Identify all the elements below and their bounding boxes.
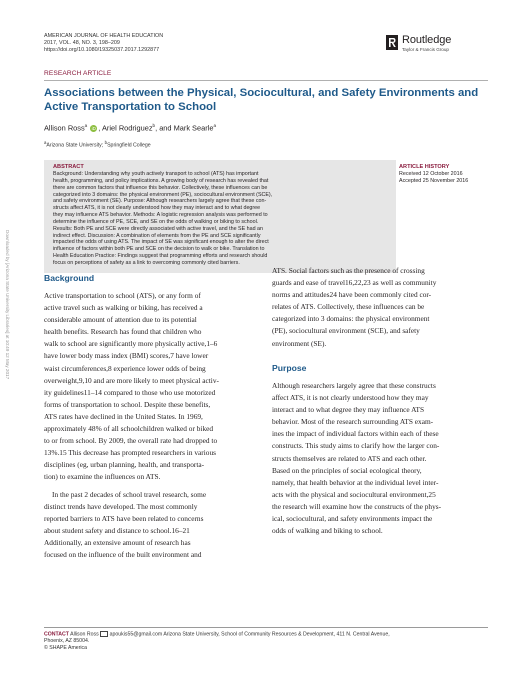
abstract-line: and safety environment (SE). Purpose: Although researchers largely agree that these con- <box>53 198 267 205</box>
title-line: Associations between the Physical, Sociocultural, and Safety Environments and <box>44 87 479 99</box>
text-line: ATS. Social factors such as the presence of crossing <box>272 266 425 275</box>
text-line: (PE), sociocultural environment (SCE), and safety <box>272 326 420 336</box>
text-line: acts with the physical and sociocultural environment,25 <box>272 489 436 499</box>
text-line: reported barriers to ATS have been related to concerns <box>44 514 204 524</box>
title-line: Active Transportation to School <box>44 101 217 113</box>
affiliation-marker: b <box>152 123 156 128</box>
text-line: In the past 2 decades of school travel research, some <box>52 490 207 499</box>
abstract-line: Health Education Practice: Findings suggest that programming efforts and research should <box>53 253 268 260</box>
right-column-paragraph <box>272 265 488 350</box>
text-line: overweight,9,10 and are more likely to meet physical activ- <box>44 375 219 385</box>
article-type: RESEARCH ARTICLE <box>44 70 112 77</box>
abstract-line: focus on perceptions of safety as a link to overcoming commonly cited barriers. <box>53 259 240 266</box>
contact-address: Arizona State University, School of Community Resources & Development, 411 N. Central Avenue, <box>163 631 390 638</box>
text-line: health benefits. Research has found that children who <box>44 327 202 337</box>
text-line: namely, that health behavior at the individual level inter- <box>272 477 439 487</box>
publisher-logo <box>386 33 496 57</box>
text-line: to or from school. By 2009, the overall rate had dropped to <box>44 436 218 446</box>
text-line: ines the impact of individual factors within each of these <box>272 429 439 439</box>
text-line: Based on the principles of social ecological theory, <box>272 465 422 475</box>
section-heading-purpose: Purpose <box>272 363 307 373</box>
text-line: have lower body mass index (BMI) scores,7 have lower <box>44 351 209 361</box>
text-line: environment (SE). <box>272 338 327 348</box>
text-line: ity guidelines11–14 compared to those who use motorized <box>44 387 216 397</box>
text-line: distinct trends have developed. The most commonly <box>44 502 198 512</box>
author-name[interactable]: , Ariel Rodriguez <box>98 123 153 133</box>
background-paragraph-2 <box>44 489 259 562</box>
text-line: Although researchers largely agree that these constructs <box>272 381 436 390</box>
article-history <box>399 171 468 185</box>
text-line: structs themselves are related to ATS and each other. <box>272 453 427 463</box>
download-watermark: Downloaded by [Arizona State University Libraries] at 10:49 12 May 2017 <box>5 230 10 380</box>
text-line: waist circumferences,8 experience lower odds of being <box>44 363 206 373</box>
abstract-line: determine the influence of PE, SCE, and SE on the odds of walking or biking to school. <box>53 218 259 225</box>
accepted-date: Accepted 25 November 2016 <box>399 177 469 184</box>
affiliation-name: Springfield College <box>107 142 151 149</box>
text-line: Active transportation to school (ATS), or any form of <box>44 291 201 300</box>
footer-divider <box>44 627 488 628</box>
orcid-icon[interactable]: iD <box>91 126 96 132</box>
text-line: norms and attitudes24 have been commonly cited cor- <box>272 290 432 300</box>
text-line: 13%.15 This decrease has prompted researchers in various <box>44 448 216 458</box>
contact-address-line2: Phoenix, AZ 85004. <box>44 638 90 645</box>
journal-doi[interactable]: https://doi.org/10.1080/19325037.2017.1292877 <box>44 47 160 54</box>
text-line: constructs. This study aims to clarify how the larger con- <box>272 441 440 451</box>
abstract-line: health, programming, and policy implications. A growing body of research has revealed that <box>53 177 269 184</box>
abstract-heading: ABSTRACT <box>53 164 84 170</box>
journal-name: AMERICAN JOURNAL OF HEALTH EDUCATION <box>44 33 164 39</box>
text-line: disciplines (eg, urban planning, health, and transporta- <box>44 460 205 470</box>
affiliation-marker: b <box>104 140 108 145</box>
author-name[interactable]: Allison Ross <box>44 123 85 133</box>
publisher-group: Taylor & Francis Group <box>402 47 449 52</box>
contact-email[interactable]: apoukis55@gmail.com <box>109 631 163 638</box>
email-icon <box>100 631 108 637</box>
contact-name: Allison Ross <box>70 631 99 638</box>
text-line: about student safety and distance to school.16–21 <box>44 526 190 536</box>
affiliation-name: Arizona State University; <box>46 142 105 149</box>
text-line: active travel such as walking or biking, has received a <box>44 303 203 313</box>
abstract-line: indirect effect. Discussion: A combination of elements from the PE and SCE significantly <box>53 232 261 239</box>
text-line: ATS rates have declined in the United States. In 1969, <box>44 411 203 421</box>
text-line: relates of ATS. Collectively, these influences can be <box>272 302 425 312</box>
text-line: ical, sociocultural, and safety environments impact the <box>272 514 433 524</box>
section-heading-background: Background <box>44 273 95 283</box>
text-line: the research will examine how the constructs of the phys- <box>272 501 442 511</box>
text-line: guards and ease of travel16,22,23 as well as community <box>272 278 437 288</box>
text-line: walk to school are significantly more physically active,1–6 <box>44 339 218 349</box>
text-line: focused on the influence of the built environment and <box>44 550 202 560</box>
journal-header <box>44 33 163 55</box>
affiliations <box>44 140 151 149</box>
abstract-line: impacted the odds of using ATS. The impact of SE was significant enough to alter the direct <box>53 239 269 246</box>
abstract-line: structs affect ATS, it is not clearly understood how they may interact and to what degree <box>53 205 261 212</box>
text-line: affect ATS, it is not clearly understood how they may <box>272 393 429 403</box>
text-line: odds of walking and biking to school. <box>272 526 383 536</box>
text-line: interact and to what degree they may influence ATS <box>272 405 425 415</box>
abstract-line: there are common factors that influence this behavior. Collectively, these influences can be <box>53 184 268 191</box>
text-line: considerable amount of attention due to its potential <box>44 315 197 325</box>
affiliation-marker: a <box>84 123 88 128</box>
author-list <box>44 123 216 132</box>
abstract-line: Background: Understanding why youth actively transport to school (ATS) has important <box>53 171 259 177</box>
article-history-heading: ARTICLE HISTORY <box>399 164 450 170</box>
routledge-logo-icon <box>386 35 398 50</box>
affiliation-marker: a <box>44 140 47 145</box>
author-name[interactable]: , and Mark Searle <box>155 123 214 133</box>
background-paragraph-1 <box>44 290 259 484</box>
abstract-line: influence of factors within both PE and SCE on the decision to walk or bike. Translation to <box>53 246 265 253</box>
text-line: tion) to examine the influences on ATS. <box>44 472 161 482</box>
abstract-line: categorized into 3 domains: the physical environment (PE), sociocultural environment (SCE), <box>53 191 273 198</box>
publisher-name: Routledge <box>402 34 452 46</box>
text-line: categorized into 3 domains: the physical environment <box>272 314 430 324</box>
text-line: forms of transportation to school. Despite these benefits, <box>44 399 211 409</box>
purpose-paragraph <box>272 380 488 537</box>
affiliation-marker: a <box>213 123 216 128</box>
abstract-line: Results: Both PE and SCE were directly associated with active travel, and the SE had an <box>53 225 264 232</box>
copyright: © SHAPE America <box>44 645 88 652</box>
abstract-line: they may influence ATS behavior. Methods: A logistic regression analysis was performed to <box>53 212 268 219</box>
text-line: Additionally, an extensive amount of research has <box>44 538 191 548</box>
text-line: approximately 48% of all schoolchildren walked or biked <box>44 424 214 434</box>
abstract-text <box>53 171 391 267</box>
contact-label: CONTACT <box>44 631 69 638</box>
journal-volume: 2017, VOL. 48, NO. 3, 198–209 <box>44 40 120 47</box>
footer <box>44 631 488 652</box>
received-date: Received 12 October 2016 <box>399 171 463 177</box>
text-line: behavior. Most of the research surrounding ATS exam- <box>272 417 434 427</box>
header-divider <box>44 80 488 81</box>
article-title <box>44 86 488 114</box>
